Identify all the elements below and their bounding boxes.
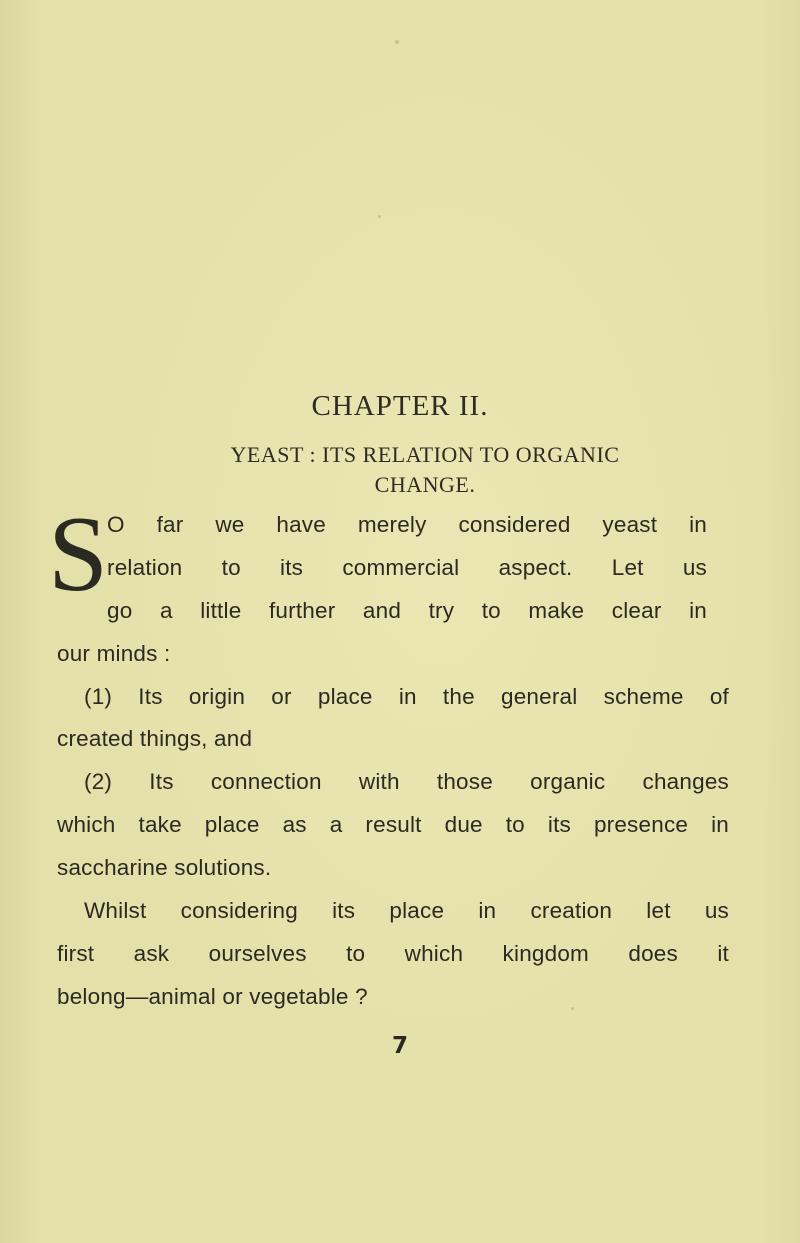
body-line: O far we have merely considered yeast in: [107, 512, 707, 537]
body-line: saccharine solutions.: [57, 855, 272, 880]
body-line: which take place as a result due to its presence in: [57, 812, 729, 837]
body-line: our minds :: [57, 641, 171, 666]
paper-speck: [378, 215, 381, 218]
body-line: Whilst considering its place in creation let us: [84, 898, 729, 923]
dropcap-s: [47, 495, 109, 614]
body-line: go a little further and try to make clear in: [107, 598, 707, 623]
body-line: first ask ourselves to which kingdom does it: [57, 941, 729, 966]
body-line: created things, and: [57, 726, 253, 751]
page-number: 7: [391, 1033, 408, 1059]
chapter-subtitle: [130, 440, 720, 500]
paper-speck: [395, 40, 399, 44]
body-line: relation to its commercial aspect. Let us: [107, 555, 707, 580]
body-line: belong—animal or vegetable ?: [57, 984, 368, 1009]
dropcap-letter: S: [47, 495, 109, 614]
chapter-heading: CHAPTER II.: [311, 390, 489, 422]
body-line: (1) Its origin or place in the general scheme of: [84, 684, 729, 709]
chapter-subtitle-line-1: YEAST : ITS RELATION TO ORGANIC: [230, 442, 620, 467]
body-line: (2) Its connection with those organic changes: [84, 769, 729, 794]
chapter-subtitle-line-2: CHANGE.: [374, 472, 476, 497]
